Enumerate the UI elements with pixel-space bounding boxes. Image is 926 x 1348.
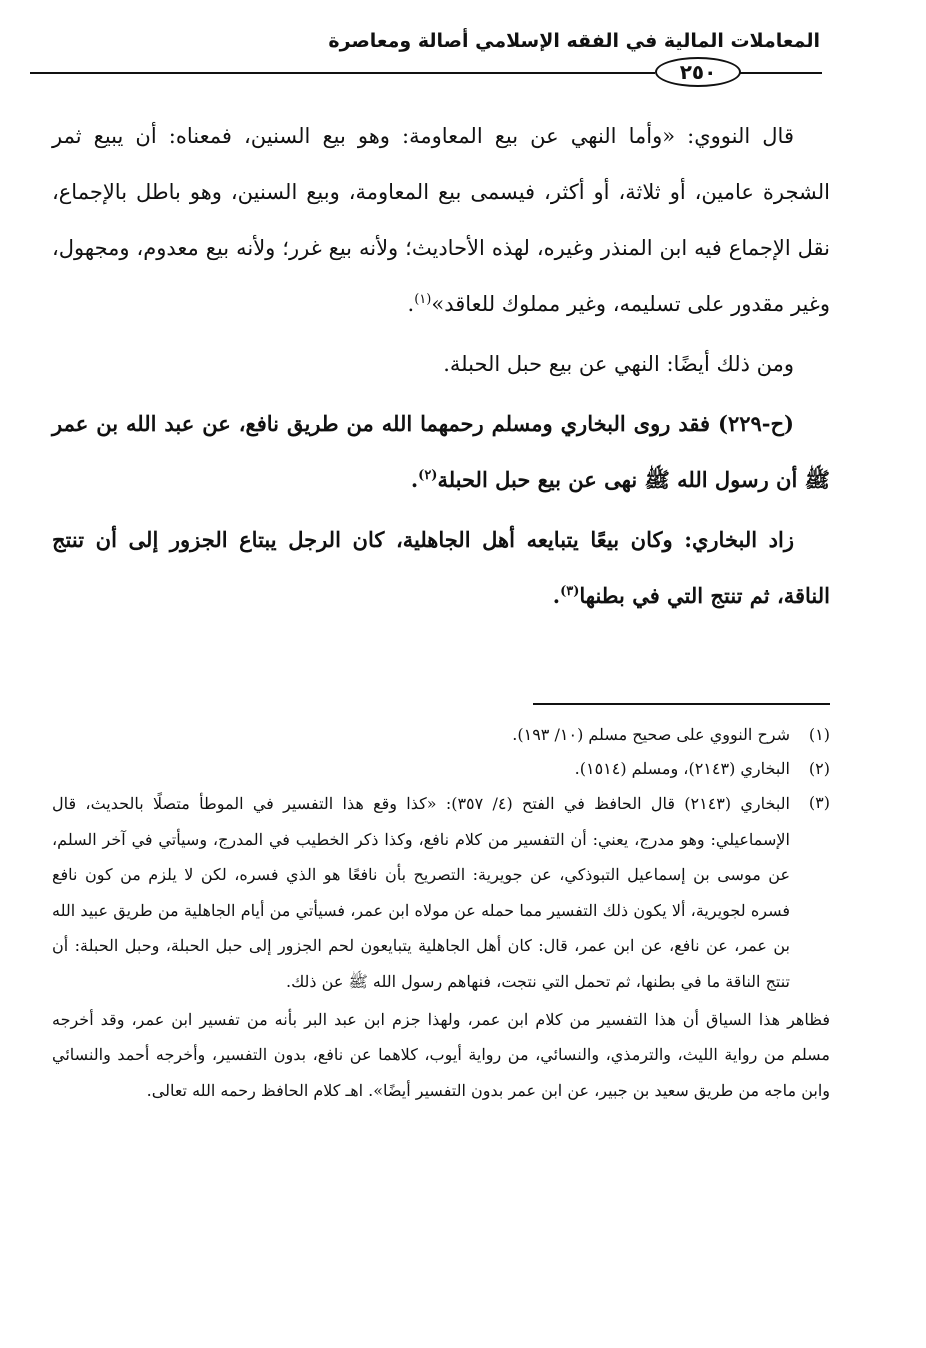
hadith-text: (ح-٢٢٩) فقد روى البخاري ومسلم رحمهما الله من طريق نافع، عن عبد الله بن عمر ﷺ أن رسول الله ﷺ نهى عن بيع حبل الحبلة: [52, 411, 830, 492]
footnote-separator: [533, 703, 830, 705]
paragraph-nawawi-quote: قال النووي: «وأما النهي عن بيع المعاومة: وهو بيع السنين، فمعناه: أن يبيع ثمر الشجرة عامين، أو ثلاثة، أو أكثر، فيسمى بيع المعاومة، وبيع السنين، وهو باطل بالإجماع، نقل الإجماع فيه ابن المنذر وغيره، لهذه الأحاديث؛ ولأنه بيع غرر؛ ولأنه بيع معدوم، ومجهول، وغير مقدور على تسليمه، وغير مملوك للعاقد»$^{(١)}$.: [52, 124, 830, 316]
footnotes: [52, 718, 830, 1108]
footnote-ref-1[interactable]: (١): [414, 292, 432, 307]
period: .: [552, 583, 561, 608]
footnote-2: [52, 752, 830, 786]
footnote-number: (٣): [808, 793, 830, 812]
page-number-badge: [655, 57, 741, 87]
header-rule-right: [740, 72, 822, 74]
running-title: المعاملات المالية في الفقه الإسلامي أصالة ومعاصرة: [328, 30, 820, 52]
footnote-1: [52, 718, 830, 752]
footnote-text: البخاري (٢١٤٣)، ومسلم (١٥١٤).: [574, 759, 790, 778]
footnote-3: [52, 786, 830, 1000]
period: .: [410, 467, 419, 492]
footnote-ref-2[interactable]: (٢): [418, 468, 438, 483]
paragraph-habal-intro: ومن ذلك أيضًا: النهي عن بيع حبل الحبلة.: [443, 352, 794, 376]
header-rule: [30, 72, 655, 74]
main-text: [52, 108, 830, 624]
page-number: ٢٥٠: [679, 60, 717, 84]
paragraph-bukhari-addition: [52, 512, 830, 624]
footnote-text: شرح النووي على صحيح مسلم (١٠/ ١٩٣).: [512, 725, 790, 744]
footnote-ref-3[interactable]: (٣): [560, 584, 580, 599]
footnote-text: البخاري (٢١٤٣) قال الحافظ في الفتح (٤/ ٣٥٧): «كذا وقع هذا التفسير في الموطأ متصلًا بالحديث، قال الإسماعيلي: وهو مدرج، يعني: أن التفسير من كلام نافع، وكذا ذكر الخطيب في المدرج، وسيأتي في آخر السلم، عن موسى بن إسماعيل التبوذكي، عن جويرية: التصريح بأن نافعًا هو الذي فسره، لكن لا يلزم من كون نافع فسره لجويرية، ألا يكون ذلك التفسير مما حمله عن مولاه ابن عمر، فسيأتي من أيام الجاهلية من طريق عبيد الله بن عمر، عن نافع، عن ابن عمر، قال: كان أهل الجاهلية يتبايعون لحم الجزور إلى حبل الحبلة، وحبل الحبلة: أن تنتج الناقة ما في بطنها، ثم تحمل التي نتجت، فنهاهم رسول الله ﷺ عن ذلك.: [52, 794, 791, 991]
footnote-number: (٢): [808, 759, 830, 778]
footnote-3-continuation: فظاهر هذا السياق أن هذا التفسير من كلام ابن عمر، ولهذا جزم ابن عبد البر بأنه من تفسير ابن عمر، وقد أخرجه مسلم من رواية الليث، والترمذي، والنسائي، من رواية أيوب، كلاهما عن نافع، بدون التفسير، وأخرجه أحمد والنسائي وابن ماجه من طريق سعيد بن جبير، عن ابن عمر بدون التفسير أيضًا». اهـ كلام الحافظ رحمه الله تعالى.: [52, 1009, 830, 1100]
paragraph-text: قال النووي: «وأما النهي عن بيع المعاومة: وهو بيع السنين، فمعناه: أن يبيع ثمر الشجرة عامين، أو ثلاثة، أو أكثر، فيسمى بيع المعاومة، وبيع السنين، وهو باطل بالإجماع، نقل الإجماع فيه ابن المنذر وغيره، لهذه الأحاديث؛ ولأنه بيع غرر؛ ولأنه بيع معدوم، ومجهول، وغير مقدور على تسليمه، وغير مملوك للعاقد»: [52, 124, 830, 316]
footnote-number: (١): [808, 725, 830, 744]
paragraph-hadith-229: [52, 396, 830, 508]
addition-text: زاد البخاري: وكان بيعًا يتبايعه أهل الجاهلية، كان الرجل يبتاع الجزور إلى أن تنتج الناقة، ثم تنتج التي في بطنها: [52, 527, 830, 608]
